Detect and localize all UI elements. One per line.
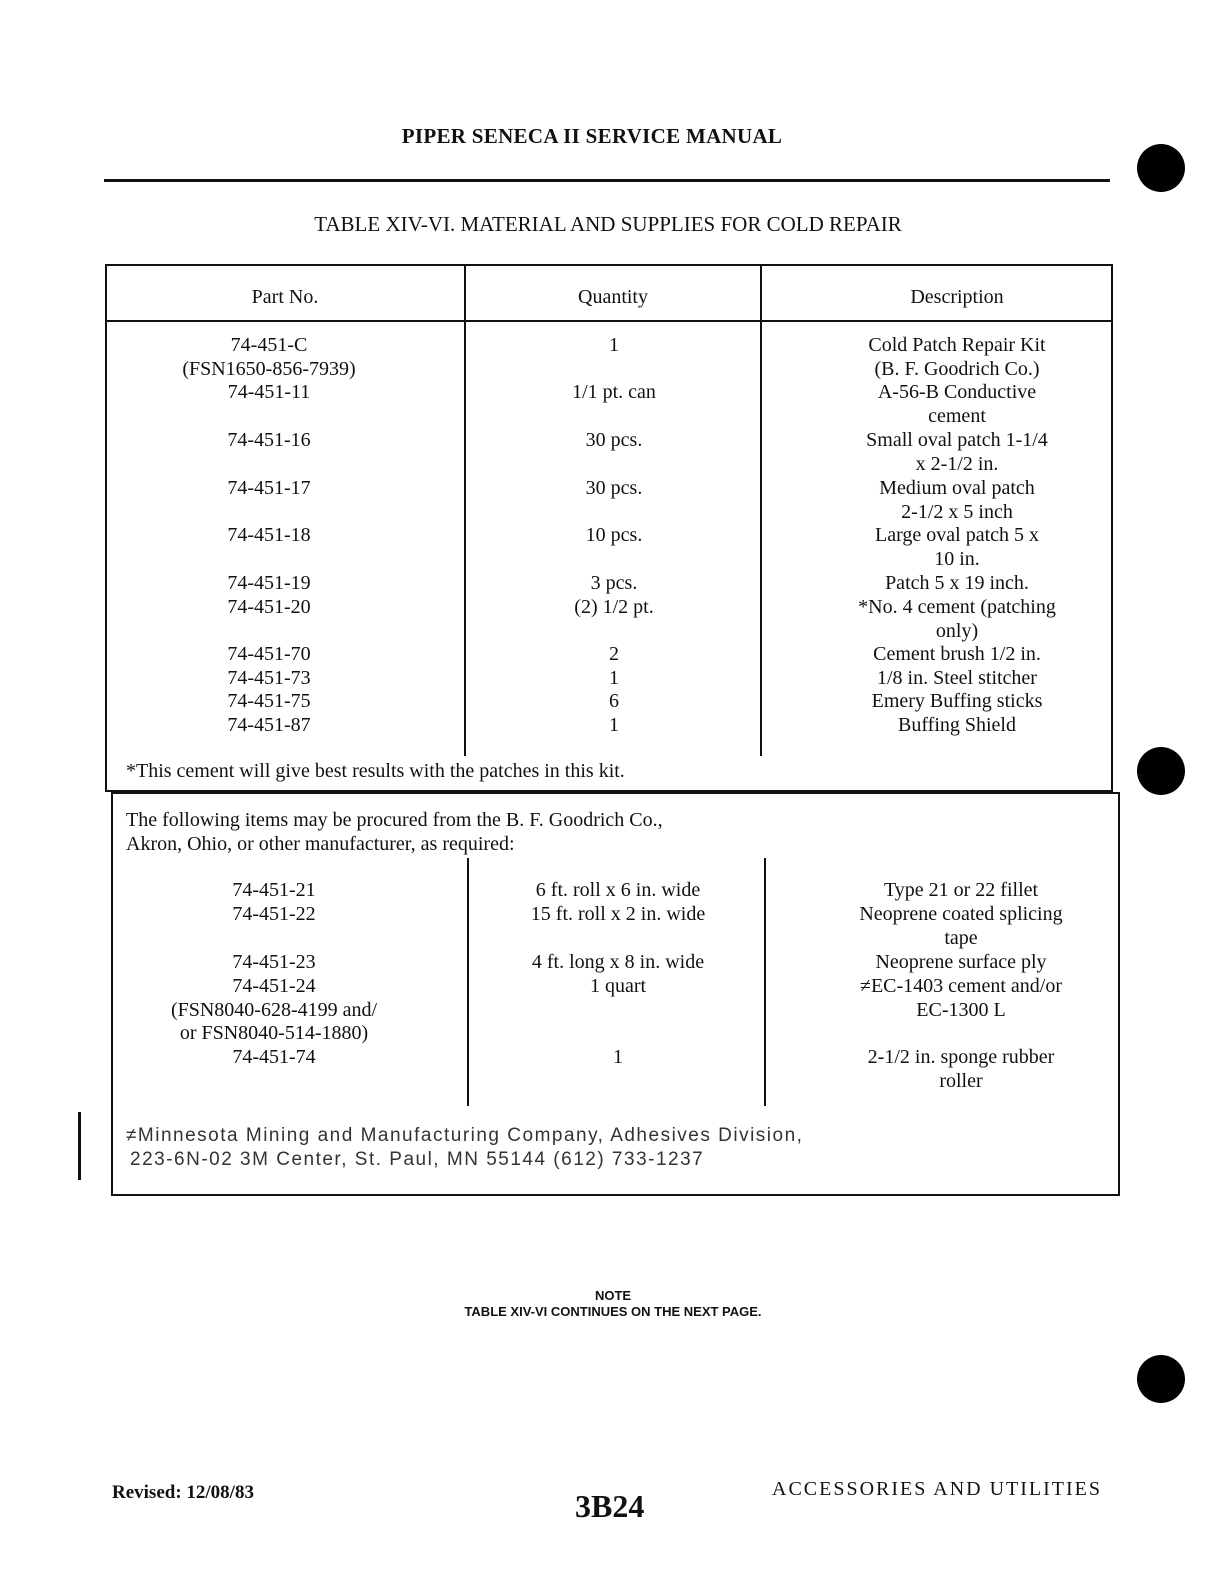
quantity: 10 pcs. <box>585 524 643 546</box>
manufacturer-footnote-line-1: ≠Minnesota Mining and Manufacturing Company, Adhesives Division, <box>126 1125 804 1146</box>
quantity: (2) 1/2 pt. <box>574 596 654 618</box>
description: Buffing Shield <box>898 714 1016 736</box>
part-number: 74-451-21 <box>232 879 316 901</box>
page-number: 3B24 <box>575 1488 645 1524</box>
description: A-56-B Conductive cement <box>877 381 1037 427</box>
quantity: 3 pcs. <box>590 572 638 594</box>
page-header-title: PIPER SENECA II SERVICE MANUAL <box>401 124 783 148</box>
description: Patch 5 x 19 inch. <box>885 572 1029 594</box>
description: Medium oval patch 2-1/2 x 5 inch <box>879 477 1035 523</box>
part-number: 74-451-20 <box>227 596 311 618</box>
description: Neoprene coated splicing tape <box>859 903 1063 949</box>
revision-bar <box>78 1112 81 1180</box>
quantity: 1/1 pt. can <box>572 381 656 403</box>
part-number: 74-451-87 <box>227 714 311 736</box>
binder-hole-bottom <box>1137 1355 1185 1403</box>
quantity: 30 pcs. <box>585 429 643 451</box>
header-rule <box>104 179 1110 182</box>
part-number: 74-451-75 <box>227 690 311 712</box>
description: 1/8 in. Steel stitcher <box>877 667 1037 689</box>
part-number: 74-451-19 <box>227 572 311 594</box>
binder-hole-top <box>1137 144 1185 192</box>
quantity: 1 <box>609 667 619 689</box>
part-number: 74-451-11 <box>227 381 311 403</box>
quantity: 4 ft. long x 8 in. wide <box>531 951 705 973</box>
note-text: TABLE XIV-VI CONTINUES ON THE NEXT PAGE. <box>464 1304 762 1319</box>
quantity: 1 quart <box>589 975 647 997</box>
continuation-note <box>0 1288 1224 1320</box>
quantity: 15 ft. roll x 2 in. wide <box>530 903 706 925</box>
description: 2-1/2 in. sponge rubber roller <box>867 1046 1055 1092</box>
table-title: TABLE XIV-VI. MATERIAL AND SUPPLIES FOR COLD REPAIR <box>314 212 902 236</box>
description: ≠EC-1403 cement and/or EC-1300 L <box>859 975 1063 1021</box>
part-number: 74-451-18 <box>227 524 311 546</box>
quantity: 1 <box>609 334 619 356</box>
quantity: 6 <box>609 690 619 712</box>
procurement-note-line-2: Akron, Ohio, or other manufacturer, as required: <box>126 833 515 855</box>
quantity: 1 <box>609 714 619 736</box>
procurement-note-line-1: The following items may be procured from the B. F. Goodrich Co., <box>126 809 663 831</box>
quantity: 6 ft. roll x 6 in. wide <box>535 879 701 901</box>
description: Small oval patch 1-1/4 x 2-1/2 in. <box>866 429 1048 475</box>
description: Emery Buffing sticks <box>871 690 1043 712</box>
part-number: 74-451-74 <box>232 1046 316 1068</box>
column-header-quantity: Quantity <box>578 286 648 308</box>
quantity: 1 <box>613 1046 623 1068</box>
part-number: 74-451-16 <box>227 429 311 451</box>
part-number: 74-451-22 <box>232 903 316 925</box>
manufacturer-footnote-line-2: 223-6N-02 3M Center, St. Paul, MN 55144 (612) 733-1237 <box>130 1149 705 1170</box>
description: *No. 4 cement (patching only) <box>858 596 1056 642</box>
binder-hole-middle <box>1137 747 1185 795</box>
part-number: 74-451-17 <box>227 477 311 499</box>
column-header-part-no: Part No. <box>251 286 319 308</box>
part-number: 74-451-C (FSN1650-856-7939) <box>182 334 356 380</box>
column-header-description: Description <box>910 286 1004 308</box>
part-number: 74-451-70 <box>227 643 311 665</box>
quantity: 30 pcs. <box>585 477 643 499</box>
description: Neoprene surface ply <box>875 951 1047 973</box>
description: Type 21 or 22 fillet <box>883 879 1039 901</box>
cement-footnote: *This cement will give best results with the patches in this kit. <box>126 760 625 782</box>
description: Large oval patch 5 x 10 in. <box>874 524 1039 570</box>
part-number: 74-451-73 <box>227 667 311 689</box>
revision-date: Revised: 12/08/83 <box>112 1482 254 1503</box>
section-name: ACCESSORIES AND UTILITIES <box>772 1478 1103 1500</box>
header-separator <box>105 320 1113 322</box>
quantity: 2 <box>609 643 619 665</box>
description: Cement brush 1/2 in. <box>873 643 1041 665</box>
part-number: 74-451-24 (FSN8040-628-4199 and/ or FSN8040-514-1880) <box>170 975 378 1045</box>
note-heading: NOTE <box>594 1288 632 1303</box>
description: Cold Patch Repair Kit (B. F. Goodrich Co.) <box>868 334 1046 380</box>
part-number: 74-451-23 <box>232 951 316 973</box>
